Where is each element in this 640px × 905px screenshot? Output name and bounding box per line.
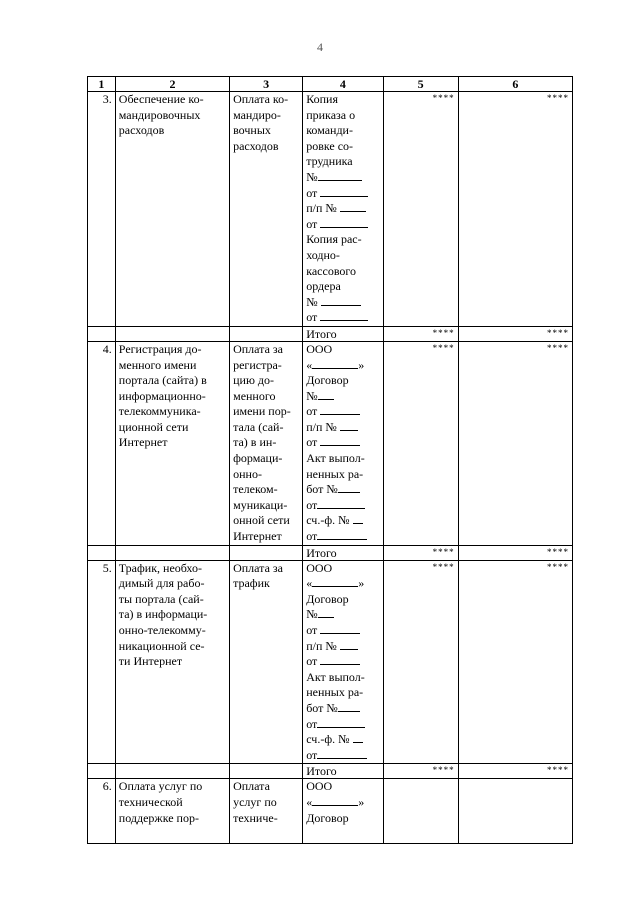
total-row — [88, 326, 573, 341]
payment-line: техниче- — [233, 810, 278, 825]
payment-line: Оплата за — [233, 560, 283, 575]
expense-name-line: Обеспечение ко- — [118, 92, 204, 106]
header-row — [88, 77, 573, 92]
doc-line — [306, 358, 379, 374]
payment-line: муникаци- — [233, 497, 288, 512]
total-col6: **** — [458, 764, 572, 779]
payment-cell — [230, 560, 303, 764]
page-number: 4 — [317, 40, 323, 54]
payment-line: мандиро- — [233, 107, 281, 122]
from-label: от — [306, 497, 318, 512]
payments-table — [87, 76, 573, 844]
empty-cell — [88, 545, 116, 560]
doc-line: команди- — [306, 123, 353, 138]
doc-line: Договор — [306, 591, 349, 606]
header-col-3: 3 — [230, 77, 303, 92]
expense-name-line: поддержке пор- — [118, 810, 199, 825]
total-col5: **** — [383, 326, 458, 341]
expense-name-line: менного имени — [118, 357, 197, 372]
expense-name-line: телекоммуника- — [118, 404, 201, 419]
payment-line: Интернет — [233, 529, 282, 544]
quote-open: « — [306, 357, 313, 372]
expense-name-line: ционной сети — [118, 419, 189, 434]
doc-line — [306, 498, 379, 514]
blank-line — [353, 513, 363, 524]
payment-line: телеком- — [233, 482, 278, 497]
quote-close: » — [358, 357, 365, 372]
doc-line — [306, 576, 379, 592]
from-label: от — [306, 216, 318, 231]
doc-line: ООО — [306, 341, 333, 356]
pp-label: п/п № — [306, 419, 337, 434]
empty-cell — [230, 764, 303, 779]
doc-line — [306, 513, 379, 529]
doc-line — [306, 607, 379, 623]
doc-line — [306, 435, 379, 451]
doc-line: Договор — [306, 810, 349, 825]
payment-line: Оплата — [233, 779, 270, 794]
quote-close: » — [358, 794, 365, 809]
doc-line: ненных ра- — [306, 685, 364, 700]
payment-line: расходов — [233, 138, 279, 153]
quote-open: « — [306, 576, 313, 591]
act-number-label: бот № — [306, 700, 338, 715]
blank-line — [317, 748, 367, 759]
payment-line: формаци- — [233, 451, 283, 466]
from-label: от — [306, 716, 318, 731]
payment-line: онно- — [233, 466, 262, 481]
blank-line — [312, 795, 358, 806]
total-col5: **** — [383, 764, 458, 779]
empty-cell — [115, 326, 229, 341]
table-row — [88, 560, 573, 764]
col5-value: **** — [383, 560, 458, 764]
empty-cell — [88, 764, 116, 779]
header-col-1: 1 — [88, 77, 116, 92]
doc-line: ордера — [306, 279, 341, 294]
doc-line — [306, 795, 379, 811]
number-sign: № — [306, 294, 318, 309]
blank-line — [320, 654, 360, 665]
row-number: 6. — [88, 779, 116, 844]
expense-name-line: Регистрация до- — [118, 341, 202, 356]
expense-name-line: Интернет — [118, 435, 168, 450]
doc-line: ровке со- — [306, 138, 354, 153]
doc-line — [306, 389, 379, 405]
payment-line: онной сети — [233, 513, 290, 528]
col6-value — [458, 779, 572, 844]
payment-line: та) в ин- — [233, 435, 277, 450]
total-label: Итого — [303, 764, 383, 779]
doc-line — [306, 186, 379, 202]
row-number: 3. — [88, 92, 116, 327]
doc-line — [306, 420, 379, 436]
table-row — [88, 341, 573, 545]
expense-name-line: онно-телекомму- — [118, 623, 206, 637]
from-label: от — [306, 654, 318, 669]
expense-name-line: ти Интернет — [118, 654, 183, 669]
documents-cell — [303, 779, 383, 844]
expense-name-line: ты портала (сай- — [118, 591, 204, 606]
doc-line: кассового — [306, 263, 357, 278]
doc-line: приказа о — [306, 107, 356, 122]
blank-line — [312, 358, 358, 369]
doc-line — [306, 201, 379, 217]
payment-cell — [230, 92, 303, 327]
payment-line: услуг по — [233, 794, 277, 809]
doc-line — [306, 404, 379, 420]
expense-name-line: портала (сайта) в — [118, 373, 207, 388]
blank-line — [320, 310, 368, 321]
payment-line: Оплата за — [233, 341, 283, 356]
blank-line — [312, 576, 358, 587]
header-col-5: 5 — [383, 77, 458, 92]
expense-name-cell — [115, 341, 229, 545]
col6-value: **** — [458, 560, 572, 764]
quote-close: » — [358, 576, 365, 591]
blank-line — [320, 217, 368, 228]
blank-line — [320, 186, 368, 197]
from-label: от — [306, 185, 318, 200]
empty-cell — [230, 326, 303, 341]
payment-line: трафик — [233, 576, 270, 591]
doc-line — [306, 170, 379, 186]
doc-line: ООО — [306, 560, 333, 575]
table-row — [88, 92, 573, 327]
total-label: Итого — [303, 326, 383, 341]
from-label: от — [306, 623, 318, 637]
from-label: от — [306, 310, 318, 325]
expense-name-line: Оплата услуг по — [118, 779, 203, 794]
quote-open: « — [306, 794, 313, 809]
expense-name-line: та) в информаци- — [118, 607, 208, 622]
empty-cell — [88, 326, 116, 341]
expense-name-cell — [115, 779, 229, 844]
from-label: от — [306, 404, 318, 419]
pp-label: п/п № — [306, 638, 337, 653]
blank-line — [317, 717, 365, 728]
documents-cell — [303, 341, 383, 545]
total-col5: **** — [383, 545, 458, 560]
total-label: Итого — [303, 545, 383, 560]
blank-line — [318, 389, 334, 400]
blank-line — [338, 482, 360, 493]
empty-cell — [230, 545, 303, 560]
payment-line: регистра- — [233, 357, 282, 372]
blank-line — [317, 498, 365, 509]
doc-line: трудника — [306, 154, 353, 169]
empty-cell — [115, 545, 229, 560]
doc-line — [306, 639, 379, 655]
documents-cell — [303, 92, 383, 327]
doc-line — [306, 748, 379, 764]
payment-line: тала (сай- — [233, 419, 284, 434]
expense-name-line: мандировочных — [118, 107, 201, 122]
col5-value: **** — [383, 341, 458, 545]
blank-line — [318, 170, 362, 181]
col5-value — [383, 779, 458, 844]
payment-line: вочных — [233, 123, 271, 138]
expense-name-line: Трафик, необхо- — [118, 560, 202, 575]
doc-line: ненных ра- — [306, 466, 364, 481]
col6-value: **** — [458, 341, 572, 545]
doc-line — [306, 295, 379, 311]
blank-line — [320, 435, 360, 446]
row-number: 5. — [88, 560, 116, 764]
header-col-6: 6 — [458, 77, 572, 92]
expense-name-line: технической — [118, 794, 183, 809]
doc-line: ООО — [306, 779, 333, 794]
blank-line — [317, 529, 367, 540]
doc-line — [306, 623, 379, 639]
blank-line — [318, 607, 334, 618]
doc-line — [306, 482, 379, 498]
from-label: от — [306, 529, 318, 544]
expense-name-line: расходов — [118, 123, 165, 138]
number-sign: № — [306, 169, 318, 184]
act-number-label: бот № — [306, 482, 338, 497]
blank-line — [353, 732, 363, 743]
payment-cell — [230, 779, 303, 844]
total-col6: **** — [458, 326, 572, 341]
payment-line: Оплата ко- — [233, 92, 289, 106]
doc-line — [306, 701, 379, 717]
doc-line: Договор — [306, 373, 349, 388]
expense-name-line: информационно- — [118, 388, 206, 403]
total-row — [88, 545, 573, 560]
expense-name-line: димый для рабо- — [118, 576, 205, 591]
total-row — [88, 764, 573, 779]
payment-line: менного — [233, 388, 276, 403]
from-label: от — [306, 435, 318, 450]
table-row — [88, 779, 573, 844]
blank-line — [320, 623, 360, 634]
doc-line — [306, 732, 379, 748]
doc-line: Акт выпол- — [306, 451, 365, 466]
doc-line — [306, 717, 379, 733]
invoice-label: сч.-ф. № — [306, 732, 350, 747]
blank-line — [340, 639, 358, 650]
expense-name-cell — [115, 92, 229, 327]
blank-line — [340, 201, 366, 212]
doc-line — [306, 654, 379, 670]
doc-line — [306, 529, 379, 545]
header-col-2: 2 — [115, 77, 229, 92]
doc-line: Копия — [306, 92, 338, 106]
blank-line — [320, 404, 360, 415]
expense-name-line: никационной се- — [118, 638, 205, 653]
blank-line — [340, 420, 358, 431]
expense-name-cell — [115, 560, 229, 764]
empty-cell — [115, 764, 229, 779]
number-sign: № — [306, 607, 318, 622]
documents-cell — [303, 560, 383, 764]
payment-cell — [230, 341, 303, 545]
blank-line — [338, 701, 360, 712]
total-col6: **** — [458, 545, 572, 560]
doc-line — [306, 310, 379, 326]
from-label: от — [306, 747, 318, 762]
doc-line: Копия рас- — [306, 232, 362, 247]
empty-line — [119, 826, 226, 843]
pp-label: п/п № — [306, 201, 337, 216]
payment-line: цию до- — [233, 373, 275, 388]
doc-line: Акт выпол- — [306, 669, 365, 684]
col5-value: **** — [383, 92, 458, 327]
col6-value: **** — [458, 92, 572, 327]
payment-line: имени пор- — [233, 404, 291, 419]
invoice-label: сч.-ф. № — [306, 513, 350, 528]
row-number: 4. — [88, 341, 116, 545]
doc-line: ходно- — [306, 247, 340, 262]
header-col-4: 4 — [303, 77, 383, 92]
blank-line — [321, 295, 361, 306]
doc-line — [306, 217, 379, 233]
number-sign: № — [306, 388, 318, 403]
